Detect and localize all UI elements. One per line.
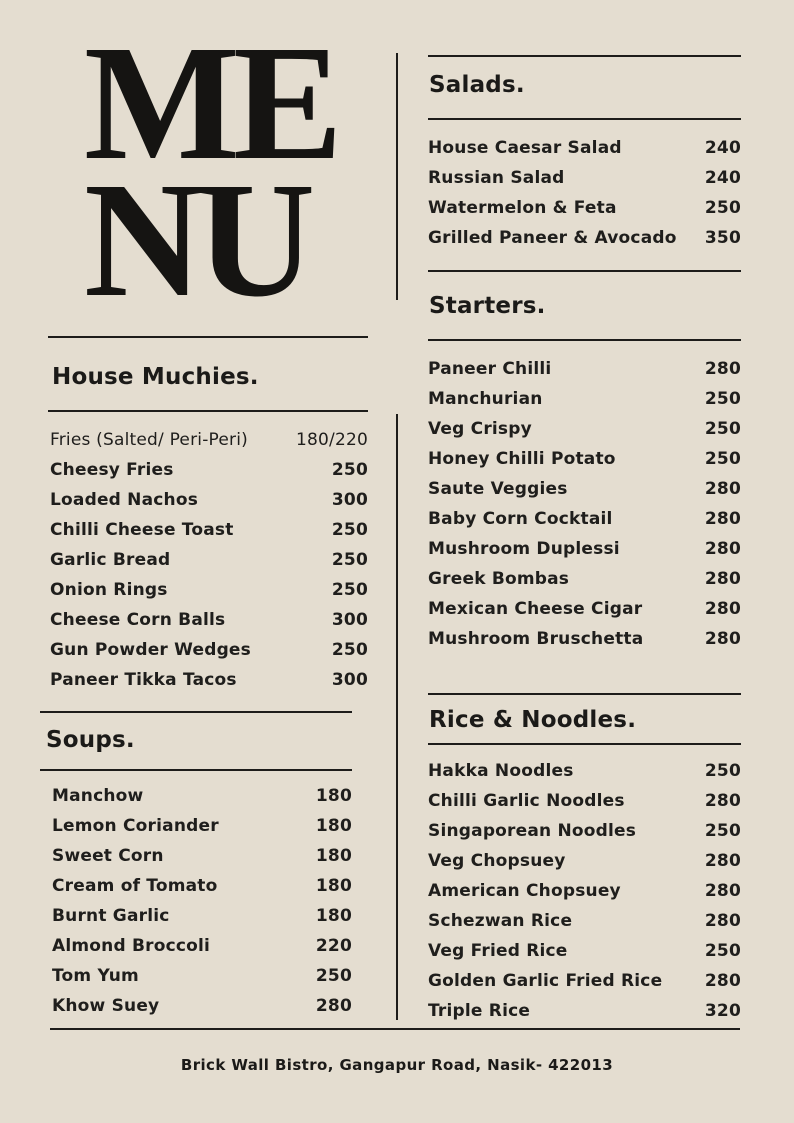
menu-item-name: Sweet Corn (52, 846, 164, 866)
rule-above-salads (428, 55, 741, 57)
menu-item-row (50, 485, 368, 515)
starters-items (428, 354, 741, 654)
menu-item-row (428, 444, 741, 474)
column-divider-upper (396, 53, 398, 300)
menu-item-row (52, 841, 352, 871)
menu-item-name: Cream of Tomato (52, 876, 218, 896)
menu-item-name: American Chopsuey (428, 881, 621, 901)
menu-item-name: Loaded Nachos (50, 490, 199, 510)
menu-item-row (428, 816, 741, 846)
menu-item-price: 350 (704, 228, 741, 248)
menu-item-name: Cheese Corn Balls (50, 610, 226, 630)
menu-item-price: 220 (315, 936, 352, 956)
menu-item-name: Burnt Garlic (52, 906, 170, 926)
menu-item-price: 280 (704, 629, 741, 649)
menu-item-name: Veg Fried Rice (428, 941, 568, 961)
menu-item-name: Manchow (52, 786, 144, 806)
menu-item-row (428, 876, 741, 906)
rule-under-masthead (48, 336, 368, 338)
menu-item-price: 250 (704, 389, 741, 409)
menu-item-name: Grilled Paneer & Avocado (428, 228, 677, 248)
menu-item-row (52, 991, 352, 1021)
menu-item-name: Golden Garlic Fried Rice (428, 971, 663, 991)
menu-item-name: House Caesar Salad (428, 138, 622, 158)
menu-item-name: Manchurian (428, 389, 543, 409)
menu-item-price: 250 (704, 821, 741, 841)
menu-item-row (428, 534, 741, 564)
menu-item-row (428, 414, 741, 444)
menu-item-name: Russian Salad (428, 168, 565, 188)
menu-item-name: Honey Chilli Potato (428, 449, 616, 469)
rule-below-salads (428, 270, 741, 272)
section-title-soups: Soups. (46, 727, 135, 753)
rule-above-soups (40, 711, 352, 713)
section-title-rice-noodles: Rice & Noodles. (429, 707, 637, 733)
menu-item-name: Paneer Chilli (428, 359, 552, 379)
rule-under-starters-title (428, 339, 741, 341)
menu-item-price: 280 (704, 569, 741, 589)
menu-item-price: 180 (315, 876, 352, 896)
menu-item-name: Paneer Tikka Tacos (50, 670, 237, 690)
menu-item-row (50, 665, 368, 695)
menu-item-price: 250 (331, 460, 368, 480)
menu-item-name: Schezwan Rice (428, 911, 573, 931)
salads-items (428, 133, 741, 253)
menu-item-price: 250 (331, 550, 368, 570)
menu-item-price: 280 (704, 539, 741, 559)
menu-item-row (428, 786, 741, 816)
menu-item-name: Mushroom Duplessi (428, 539, 620, 559)
menu-item-row (52, 901, 352, 931)
menu-item-price: 180/220 (295, 430, 368, 450)
rule-page-bottom (50, 1028, 740, 1030)
menu-item-name: Singaporean Noodles (428, 821, 637, 841)
menu-item-price: 180 (315, 816, 352, 836)
menu-item-price: 300 (331, 490, 368, 510)
menu-item-price: 280 (704, 881, 741, 901)
menu-item-name: Watermelon & Feta (428, 198, 617, 218)
menu-item-name: Chilli Cheese Toast (50, 520, 234, 540)
menu-item-row (428, 163, 741, 193)
house-muchies-items (50, 425, 368, 695)
menu-item-row (50, 545, 368, 575)
section-title-salads: Salads. (429, 72, 525, 98)
menu-item-name: Greek Bombas (428, 569, 570, 589)
menu-item-row (428, 756, 741, 786)
menu-item-name: Lemon Coriander (52, 816, 219, 836)
menu-item-row (428, 624, 741, 654)
menu-item-name: Saute Veggies (428, 479, 568, 499)
menu-item-price: 240 (704, 168, 741, 188)
rule-under-salads-title (428, 118, 741, 120)
menu-item-row (52, 961, 352, 991)
menu-item-row (50, 605, 368, 635)
menu-item-price: 180 (315, 786, 352, 806)
menu-item-name: Tom Yum (52, 966, 139, 986)
section-starters (428, 291, 741, 654)
menu-item-price: 280 (704, 851, 741, 871)
menu-item-price: 250 (704, 941, 741, 961)
menu-item-row (428, 564, 741, 594)
rule-under-rice-noodles-title (428, 743, 741, 745)
menu-item-row (428, 504, 741, 534)
rice-noodles-items (428, 756, 741, 1026)
menu-item-price: 250 (315, 966, 352, 986)
menu-item-price: 250 (704, 419, 741, 439)
menu-item-price: 280 (704, 479, 741, 499)
menu-item-row (428, 133, 741, 163)
menu-item-price: 280 (315, 996, 352, 1016)
menu-item-price: 180 (315, 906, 352, 926)
section-salads (428, 55, 741, 272)
footer-address: Brick Wall Bistro, Gangapur Road, Nasik- 422013 (180, 1056, 614, 1074)
menu-masthead (84, 11, 336, 331)
menu-item-price: 240 (704, 138, 741, 158)
soups-items (52, 781, 352, 1021)
menu-item-row (428, 966, 741, 996)
menu-item-row (50, 635, 368, 665)
menu-item-row (428, 906, 741, 936)
menu-item-name: Mushroom Bruschetta (428, 629, 644, 649)
menu-item-price: 300 (331, 610, 368, 630)
menu-item-price: 250 (331, 580, 368, 600)
section-title-house-muchies: House Muchies. (52, 364, 259, 390)
menu-item-name: Triple Rice (428, 1001, 531, 1021)
menu-item-name: Cheesy Fries (50, 460, 174, 480)
menu-item-name: Baby Corn Cocktail (428, 509, 613, 529)
menu-item-row (52, 871, 352, 901)
menu-item-row (428, 354, 741, 384)
menu-item-name: Mexican Cheese Cigar (428, 599, 643, 619)
menu-item-row (428, 193, 741, 223)
menu-item-name: Fries (Salted/ Peri-Peri) (50, 430, 248, 450)
menu-item-price: 250 (331, 520, 368, 540)
menu-item-price: 250 (704, 761, 741, 781)
menu-masthead-line1: ME (84, 11, 336, 194)
menu-item-price: 280 (704, 509, 741, 529)
menu-item-price: 280 (704, 971, 741, 991)
menu-item-row (428, 223, 741, 253)
column-divider-lower (396, 414, 398, 1020)
rule-under-soups-title (40, 769, 352, 771)
menu-item-row (52, 931, 352, 961)
section-house-muchies (48, 336, 368, 695)
menu-item-price: 250 (704, 198, 741, 218)
menu-item-row (428, 594, 741, 624)
menu-item-price: 250 (704, 449, 741, 469)
menu-item-price: 280 (704, 599, 741, 619)
menu-item-row (428, 846, 741, 876)
menu-item-price: 300 (331, 670, 368, 690)
menu-item-name: Onion Rings (50, 580, 168, 600)
menu-item-row (50, 515, 368, 545)
menu-item-name: Khow Suey (52, 996, 160, 1016)
menu-item-price: 280 (704, 791, 741, 811)
rule-under-house-muchies-title (48, 410, 368, 412)
menu-item-row (50, 455, 368, 485)
section-soups (40, 711, 352, 1021)
menu-item-name: Gun Powder Wedges (50, 640, 251, 660)
menu-item-row (50, 575, 368, 605)
menu-item-price: 280 (704, 359, 741, 379)
menu-item-name: Hakka Noodles (428, 761, 574, 781)
menu-item-row (428, 384, 741, 414)
menu-item-price: 320 (704, 1001, 741, 1021)
menu-item-row (52, 811, 352, 841)
menu-item-name: Veg Crispy (428, 419, 532, 439)
menu-item-row (50, 425, 368, 455)
menu-item-row (428, 936, 741, 966)
menu-masthead-line2: NU (84, 148, 309, 331)
menu-item-price: 280 (704, 911, 741, 931)
section-title-starters: Starters. (429, 293, 546, 319)
menu-item-name: Chilli Garlic Noodles (428, 791, 625, 811)
section-rice-noodles (428, 693, 741, 1026)
menu-item-name: Almond Broccoli (52, 936, 211, 956)
menu-item-row (428, 474, 741, 504)
menu-item-price: 180 (315, 846, 352, 866)
menu-item-row (52, 781, 352, 811)
menu-item-price: 250 (331, 640, 368, 660)
rule-above-rice-noodles (428, 693, 741, 695)
menu-item-name: Garlic Bread (50, 550, 171, 570)
menu-item-name: Veg Chopsuey (428, 851, 566, 871)
menu-item-row (428, 996, 741, 1026)
